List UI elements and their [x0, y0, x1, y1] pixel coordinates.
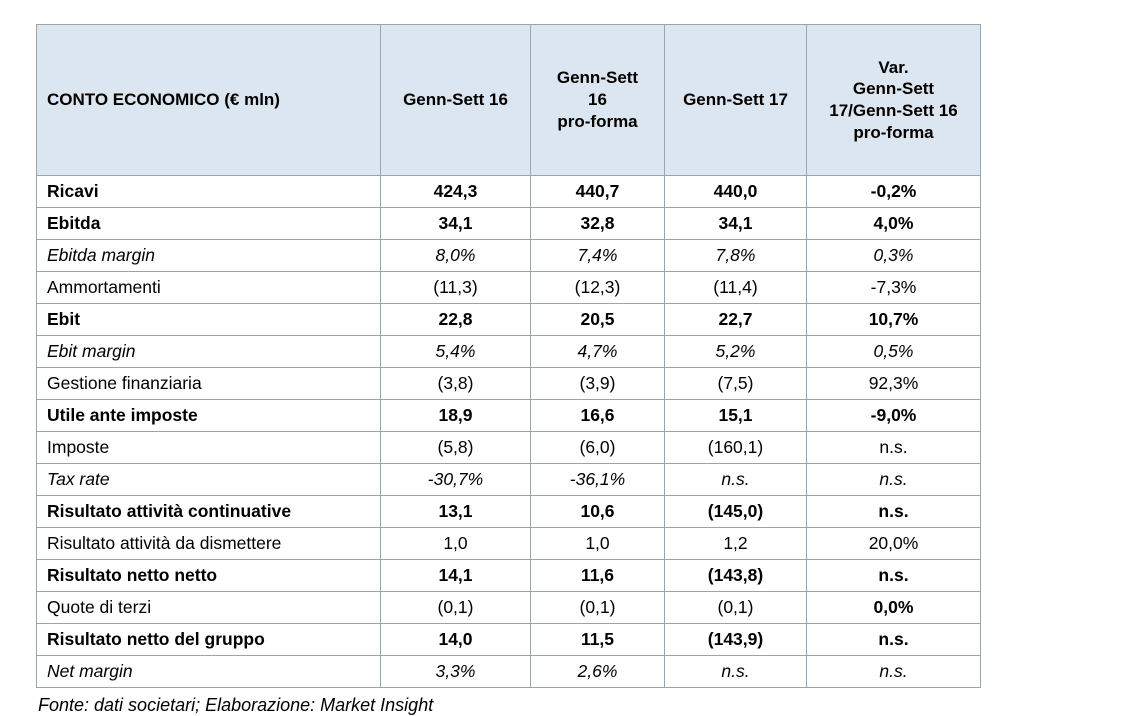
row-value: (0,1) [665, 592, 807, 624]
row-value: 3,3% [381, 656, 531, 688]
row-value: 5,4% [381, 336, 531, 368]
column-header-period-1 [381, 25, 531, 176]
table-row [37, 528, 981, 560]
table-row [37, 208, 981, 240]
row-label: Ebit margin [37, 336, 381, 368]
table-body [37, 176, 981, 688]
row-value: 1,0 [531, 528, 665, 560]
row-value: 32,8 [531, 208, 665, 240]
header-line: 17/Genn-Sett 16 [829, 101, 958, 120]
row-value: n.s. [807, 432, 981, 464]
table-row [37, 368, 981, 400]
row-value: (0,1) [381, 592, 531, 624]
row-label: Net margin [37, 656, 381, 688]
row-value: (5,8) [381, 432, 531, 464]
row-value: (3,9) [531, 368, 665, 400]
row-value: 18,9 [381, 400, 531, 432]
table-row [37, 176, 981, 208]
header-line: CONTO ECONOMICO (€ mln) [47, 90, 280, 110]
row-value: n.s. [807, 624, 981, 656]
row-label: Ebitda [37, 208, 381, 240]
row-value: 440,0 [665, 176, 807, 208]
header-line: Genn-Sett [852, 79, 935, 99]
row-value: 34,1 [665, 208, 807, 240]
row-label: Utile ante imposte [37, 400, 381, 432]
row-value: 0,0% [807, 592, 981, 624]
table-row [37, 496, 981, 528]
header-line: 16 [588, 90, 607, 110]
table-row [37, 432, 981, 464]
header-line: Genn-Sett 16 [403, 90, 508, 110]
row-label: Tax rate [37, 464, 381, 496]
row-value: 11,6 [531, 560, 665, 592]
table-header [37, 25, 981, 176]
row-value: 15,1 [665, 400, 807, 432]
financial-statement-sheet [36, 24, 980, 716]
row-value: 5,2% [665, 336, 807, 368]
row-value: -0,2% [807, 176, 981, 208]
row-value: 22,8 [381, 304, 531, 336]
row-value: n.s. [665, 656, 807, 688]
row-value: (143,8) [665, 560, 807, 592]
row-value: (7,5) [665, 368, 807, 400]
row-value: (12,3) [531, 272, 665, 304]
header-line: Var. [878, 57, 909, 77]
row-value: (11,3) [381, 272, 531, 304]
table-row [37, 336, 981, 368]
row-value: (143,9) [665, 624, 807, 656]
column-header-statement [37, 25, 381, 176]
row-label: Gestione finanziaria [37, 368, 381, 400]
table-row [37, 656, 981, 688]
row-label: Risultato attività continuative [37, 496, 381, 528]
row-value: -30,7% [381, 464, 531, 496]
row-value: (3,8) [381, 368, 531, 400]
table-row [37, 400, 981, 432]
row-value: 20,0% [807, 528, 981, 560]
row-value: (145,0) [665, 496, 807, 528]
column-header-variation [807, 25, 981, 176]
row-value: 11,5 [531, 624, 665, 656]
header-line: Genn-Sett 17 [683, 90, 788, 110]
row-label: Risultato netto netto [37, 560, 381, 592]
row-value: (0,1) [531, 592, 665, 624]
row-label: Ebitda margin [37, 240, 381, 272]
row-label: Ammortamenti [37, 272, 381, 304]
row-value: 4,7% [531, 336, 665, 368]
row-value: 92,3% [807, 368, 981, 400]
row-value: 4,0% [807, 208, 981, 240]
row-value: 7,8% [665, 240, 807, 272]
row-label: Risultato netto del gruppo [37, 624, 381, 656]
row-value: n.s. [807, 496, 981, 528]
row-value: (11,4) [665, 272, 807, 304]
row-value: (6,0) [531, 432, 665, 464]
table-row [37, 304, 981, 336]
column-header-period-2 [531, 25, 665, 176]
column-header-period-3 [665, 25, 807, 176]
table-row [37, 240, 981, 272]
row-label: Ebit [37, 304, 381, 336]
row-label: Ricavi [37, 176, 381, 208]
table-row [37, 272, 981, 304]
row-value: 440,7 [531, 176, 665, 208]
header-row [37, 25, 981, 176]
row-value: -9,0% [807, 400, 981, 432]
row-value: n.s. [807, 560, 981, 592]
table-row [37, 592, 981, 624]
row-value: -7,3% [807, 272, 981, 304]
row-value: 1,0 [381, 528, 531, 560]
row-value: 34,1 [381, 208, 531, 240]
row-value: 14,1 [381, 560, 531, 592]
row-value: 16,6 [531, 400, 665, 432]
row-value: 2,6% [531, 656, 665, 688]
source-footnote: Fonte: dati societari; Elaborazione: Market Insight [38, 695, 434, 715]
row-value: 13,1 [381, 496, 531, 528]
row-value: 0,5% [807, 336, 981, 368]
header-line: pro-forma [853, 122, 934, 142]
table-row [37, 624, 981, 656]
row-value: 14,0 [381, 624, 531, 656]
row-label: Imposte [37, 432, 381, 464]
row-value: 7,4% [531, 240, 665, 272]
row-value: 10,7% [807, 304, 981, 336]
row-label: Risultato attività da dismettere [37, 528, 381, 560]
row-value: 1,2 [665, 528, 807, 560]
row-value: n.s. [807, 464, 981, 496]
row-value: n.s. [807, 656, 981, 688]
row-value: (160,1) [665, 432, 807, 464]
table-row [37, 560, 981, 592]
table-row [37, 464, 981, 496]
row-value: -36,1% [531, 464, 665, 496]
header-line: Genn-Sett [556, 68, 639, 88]
row-value: 22,7 [665, 304, 807, 336]
row-value: 20,5 [531, 304, 665, 336]
header-line: pro-forma [557, 111, 638, 131]
income-statement-table [36, 24, 981, 688]
row-value: 10,6 [531, 496, 665, 528]
row-value: 0,3% [807, 240, 981, 272]
row-value: n.s. [665, 464, 807, 496]
row-value: 8,0% [381, 240, 531, 272]
row-value: 424,3 [381, 176, 531, 208]
row-label: Quote di terzi [37, 592, 381, 624]
